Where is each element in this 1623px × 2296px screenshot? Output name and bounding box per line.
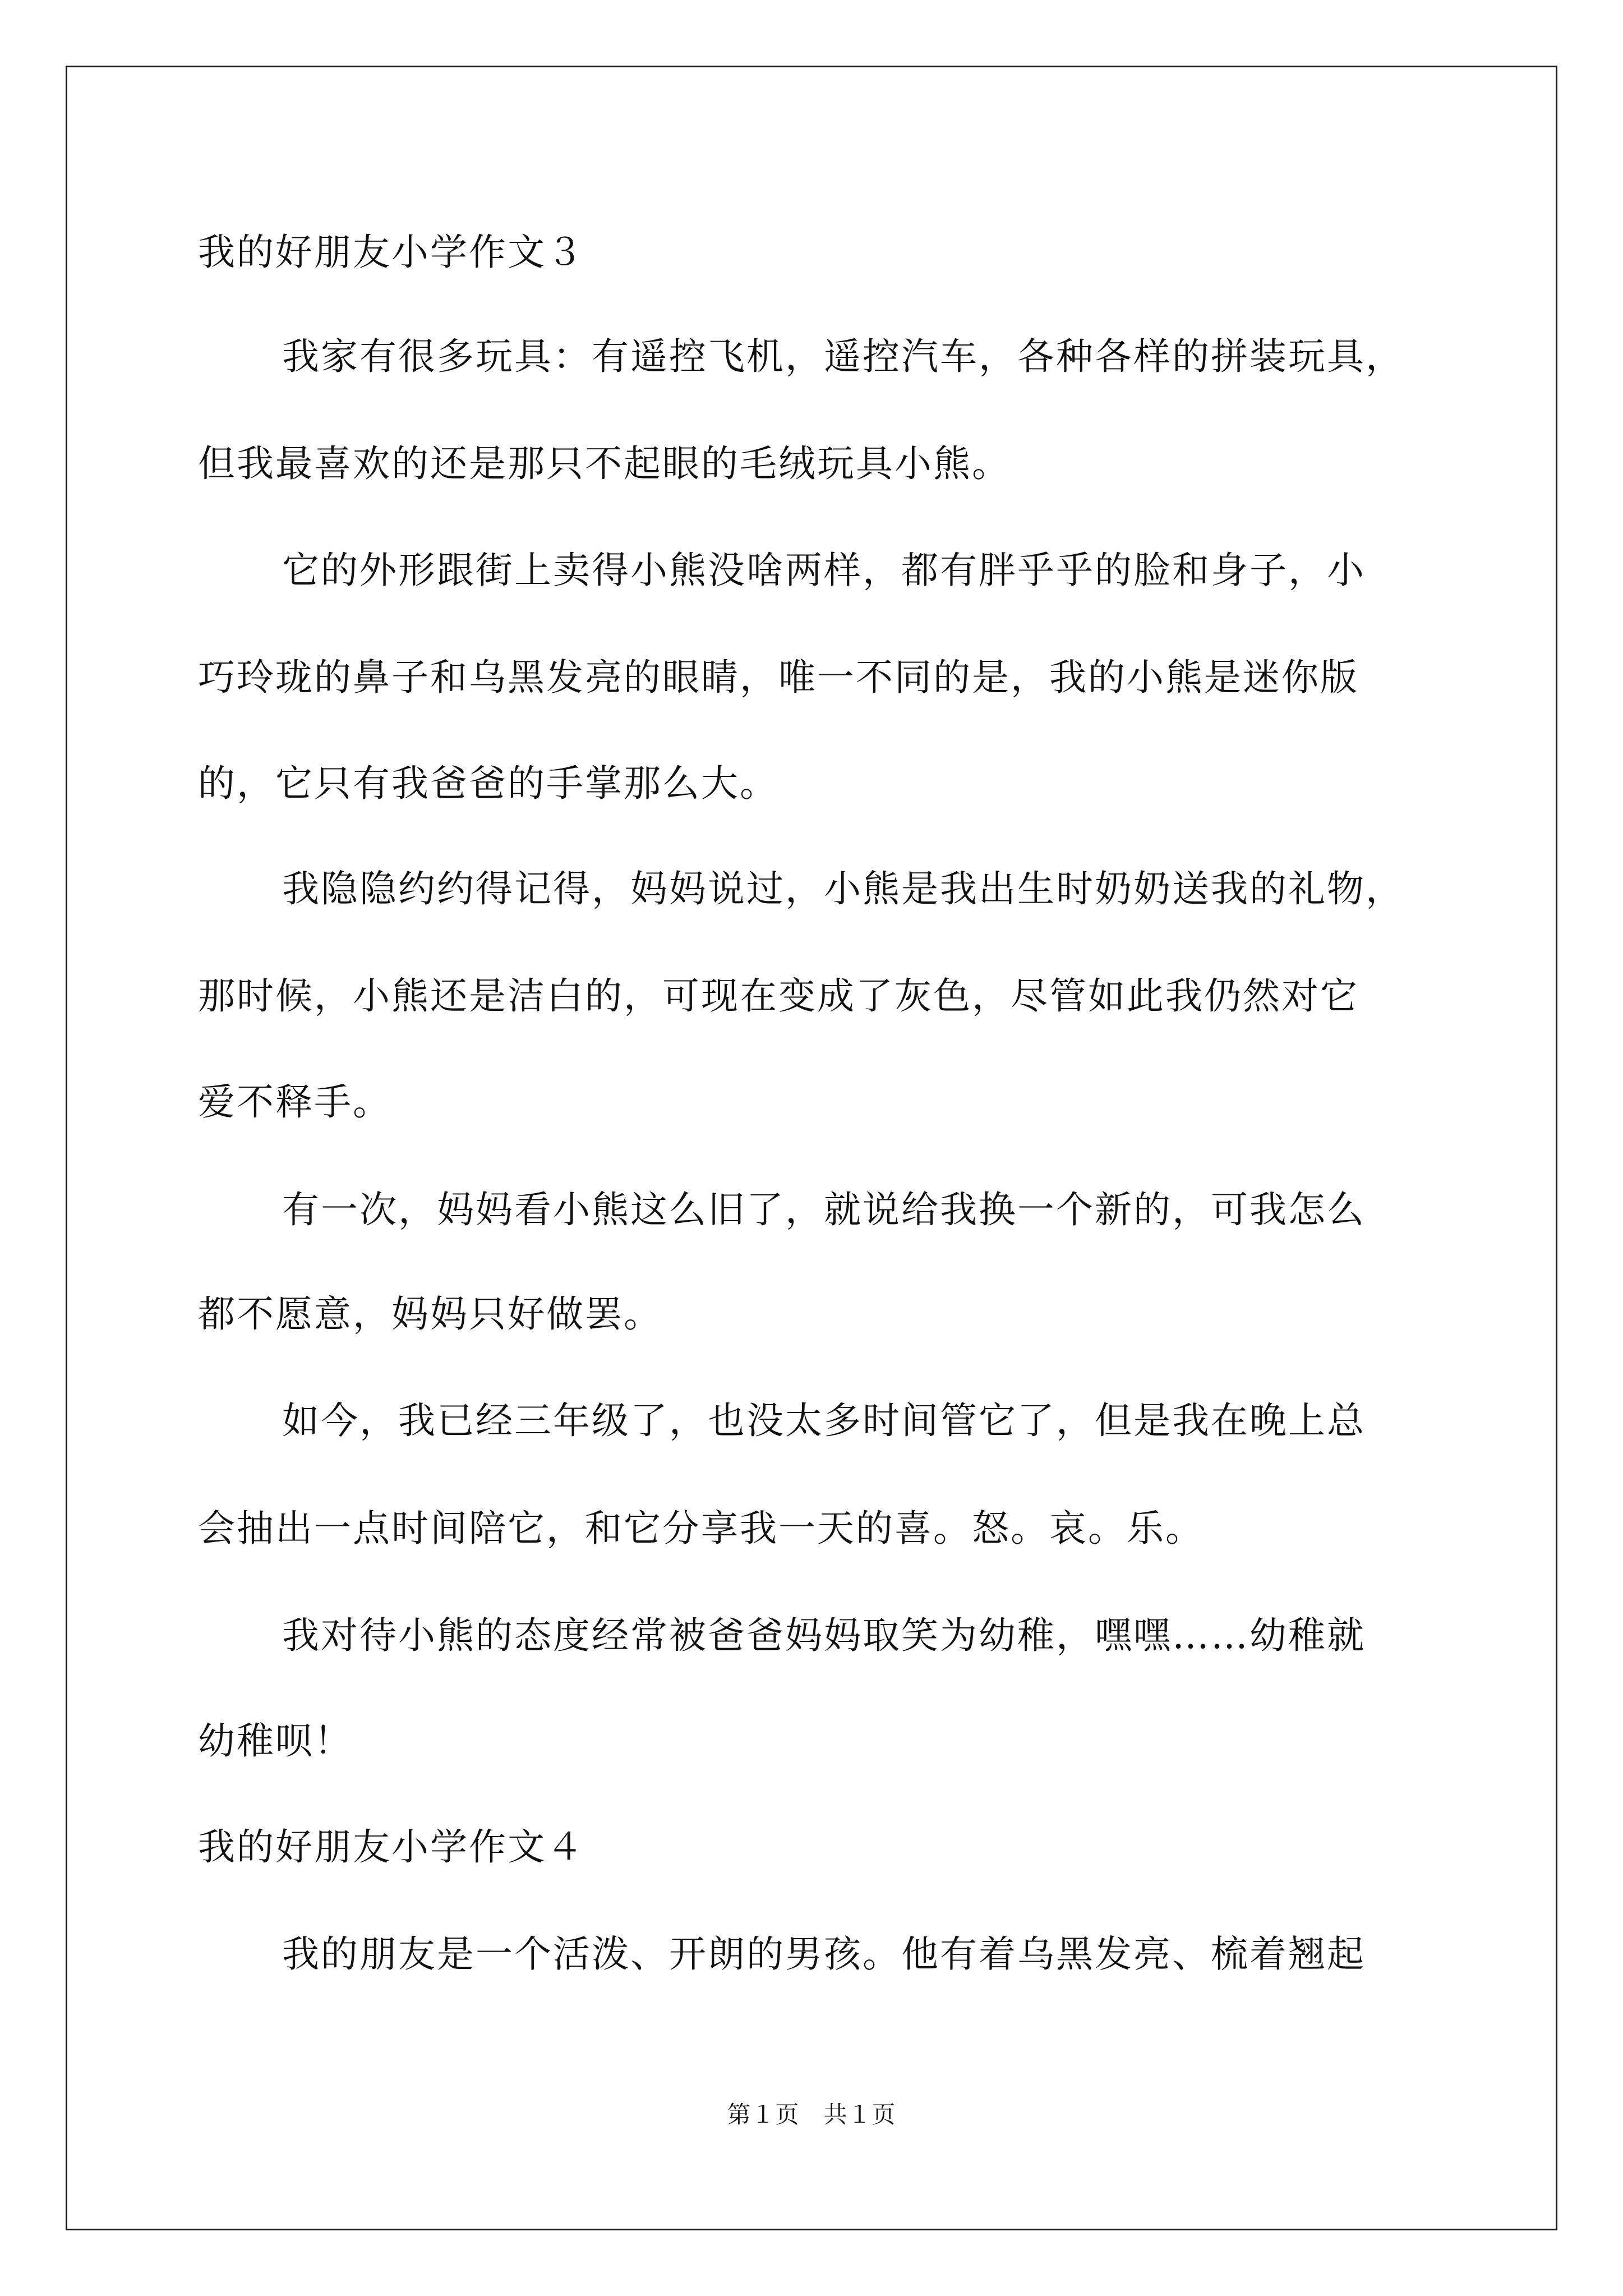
paragraph-line: 如今，我已经三年级了，也没太多时间管它了，但是我在晚上总 — [282, 1399, 1366, 1442]
paragraph-line: 爱不释手。 — [198, 1080, 391, 1124]
paragraph-line: 我家有很多玩具：有遥控飞机，遥控汽车，各种各样的拼装玩具， — [282, 335, 1404, 378]
paragraph-line: 幼稚呗！ — [198, 1719, 353, 1763]
paragraph-line: 我隐隐约约得记得，妈妈说过，小熊是我出生时奶奶送我的礼物， — [282, 867, 1404, 910]
paragraph-line: 会抽出一点时间陪它，和它分享我一天的喜。怒。哀。乐。 — [198, 1507, 1204, 1550]
paragraph-line: 巧玲珑的鼻子和乌黑发亮的眼睛，唯一不同的是，我的小熊是迷你版 — [198, 656, 1359, 699]
paragraph-line: 但我最喜欢的还是那只不起眼的毛绒玩具小熊。 — [198, 442, 1011, 485]
page-footer: 第１页 共１页 — [727, 2101, 896, 2128]
paragraph-line: 有一次，妈妈看小熊这么旧了，就说给我换一个新的，可我怎么 — [282, 1188, 1366, 1231]
paragraph-line: 那时候，小熊还是洁白的，可现在变成了灰色，尽管如此我仍然对它 — [198, 974, 1359, 1018]
paragraph-line: 它的外形跟街上卖得小熊没啥两样，都有胖乎乎的脸和身子，小 — [282, 549, 1366, 592]
paragraph-line: 的，它只有我爸爸的手掌那么大。 — [198, 762, 778, 805]
paragraph-line: 都不愿意，妈妈只好做罢。 — [198, 1292, 662, 1336]
paragraph-line: 我对待小熊的态度经常被爸爸妈妈取笑为幼稚，嘿嘿……幼稚就 — [282, 1614, 1366, 1657]
page-border — [66, 66, 1557, 2230]
essay-title-3: 我的好朋友小学作文３ — [198, 231, 585, 274]
essay-title-4: 我的好朋友小学作文４ — [198, 1825, 585, 1869]
paragraph-line: 我的朋友是一个活泼、开朗的男孩。他有着乌黑发亮、梳着翘起 — [282, 1932, 1366, 1976]
